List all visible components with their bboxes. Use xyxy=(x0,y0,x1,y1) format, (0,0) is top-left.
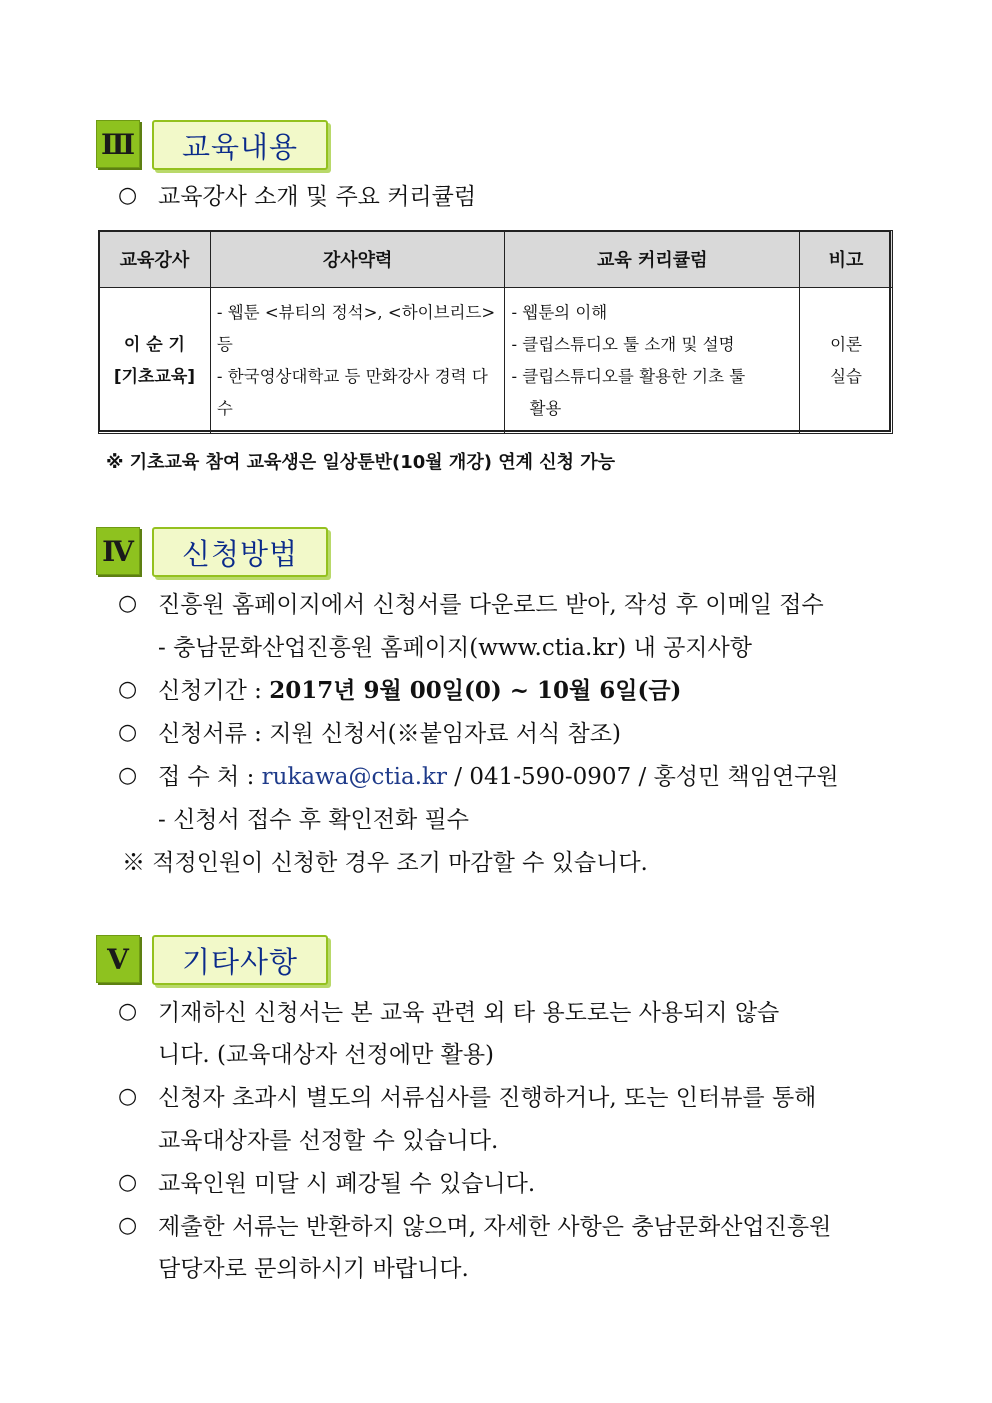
curriculum-cell xyxy=(505,288,800,434)
receive-line xyxy=(158,762,839,792)
section-4-number: Ⅳ xyxy=(96,527,140,575)
receive-email-link[interactable]: rukawa@ctia.kr xyxy=(261,764,447,790)
remark-line: 이론 xyxy=(830,334,862,354)
curriculum-line: - 클립스튜디오를 활용한 기초 툴 xyxy=(511,366,746,386)
bullet-icon: ○ xyxy=(118,1213,138,1238)
misc-item: 제출한 서류는 반환하지 않으며, 자세한 사항은 충남문화산업진흥원 xyxy=(158,1214,832,1240)
receive-contact: / 041-590-0907 / 홍성민 책임연구원 xyxy=(446,764,839,790)
section-3-note: ※ 기초교육 참여 교육생은 일상툰반(10월 개강) 연계 신청 가능 xyxy=(106,452,616,473)
career-line: - 한국영상대학교 등 만화강사 경력 다수 xyxy=(216,366,488,418)
career-cell xyxy=(210,288,505,434)
misc-item-cont: 니다. (교육대상자 선정에만 활용) xyxy=(158,1042,495,1068)
bullet-icon: ○ xyxy=(118,183,138,208)
table-header: 교육강사 xyxy=(99,231,211,288)
section-4-note: ※ 적정인원이 신청한 경우 조기 마감할 수 있습니다. xyxy=(122,850,648,876)
instructor-name: 이 순 기 xyxy=(123,334,185,355)
table-header: 비고 xyxy=(800,231,893,288)
remarks-cell xyxy=(800,288,893,434)
misc-item-cont: 담당자로 문의하시기 바랍니다. xyxy=(158,1256,469,1282)
curriculum-line: 활용 xyxy=(529,398,562,418)
section-3-intro: 교육강사 소개 및 주요 커리큘럼 xyxy=(158,184,477,210)
career-line: - 웹툰 <뷰티의 정석>, <하이브리드> 등 xyxy=(216,302,496,354)
remark-line: 실습 xyxy=(830,366,862,386)
bullet-icon: ○ xyxy=(118,999,138,1024)
bullet-icon: ○ xyxy=(118,677,138,702)
section-5-number: Ⅴ xyxy=(96,935,140,983)
instructor-course: [기초교육] xyxy=(113,366,196,387)
receive-label: 접 수 처 : xyxy=(158,764,262,790)
apply-method-line: 진흥원 홈페이지에서 신청서를 다운로드 받아, 작성 후 이메일 접수 xyxy=(158,592,824,618)
curriculum-table xyxy=(98,230,893,434)
misc-item: 기재하신 신청서는 본 교육 관련 외 타 용도로는 사용되지 않습 xyxy=(158,1000,780,1026)
misc-item: 신청자 초과시 별도의 서류심사를 진행하거나, 또는 인터뷰를 통해 xyxy=(158,1085,817,1111)
curriculum-line: - 웹툰의 이해 xyxy=(511,302,608,322)
bullet-icon: ○ xyxy=(118,591,138,616)
table-header: 강사약력 xyxy=(210,231,505,288)
bullet-icon: ○ xyxy=(118,1170,138,1195)
curriculum-line: - 클립스튜디오 툴 소개 및 설명 xyxy=(511,334,735,354)
section-3-title: 교육내용 xyxy=(152,120,328,170)
section-5-title: 기타사항 xyxy=(152,935,328,985)
bullet-icon: ○ xyxy=(118,720,138,745)
instructor-cell xyxy=(99,288,211,434)
apply-period-value: 2017년 9월 00일(0) ~ 10월 6일(금) xyxy=(269,677,682,704)
section-3-number: Ⅲ xyxy=(96,120,140,168)
receive-sub: - 신청서 접수 후 확인전화 필수 xyxy=(158,807,469,833)
apply-docs: 신청서류 : 지원 신청서(※붙임자료 서식 참조) xyxy=(158,721,621,747)
section-4-title: 신청방법 xyxy=(152,527,328,577)
bullet-icon: ○ xyxy=(118,763,138,788)
table-row xyxy=(99,288,893,434)
misc-item: 교육인원 미달 시 폐강될 수 있습니다. xyxy=(158,1171,536,1197)
apply-method-sub: - 충남문화산업진흥원 홈페이지(www.ctia.kr) 내 공지사항 xyxy=(158,635,752,661)
table-header-row xyxy=(99,231,893,288)
apply-period-label: 신청기간 : xyxy=(158,678,270,704)
table-header: 교육 커리큘럼 xyxy=(505,231,800,288)
apply-period xyxy=(158,676,681,706)
bullet-icon: ○ xyxy=(118,1084,138,1109)
misc-item-cont: 교육대상자를 선정할 수 있습니다. xyxy=(158,1128,499,1154)
